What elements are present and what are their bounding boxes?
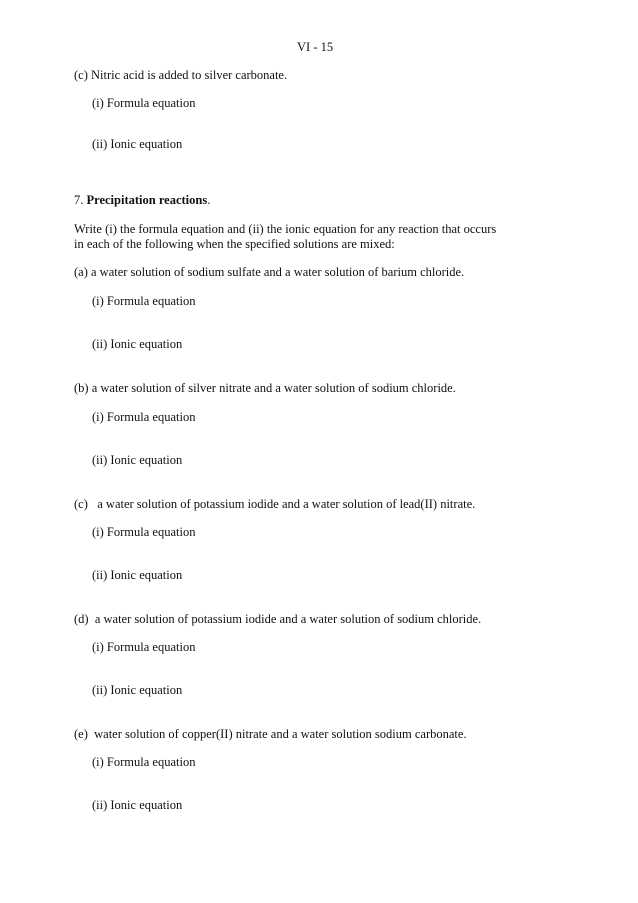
question-c: (c) a water solution of potassium iodide and a water solution of lead(II) nitrate. (74, 497, 476, 511)
question-d: (d) a water solution of potassium iodide and a water solution of sodium chloride. (74, 612, 482, 626)
question-e: (e) water solution of copper(II) nitrate and a water solution sodium carbonate. (74, 727, 467, 741)
ionic-equation-label: (ii) Ionic equation (92, 453, 183, 467)
instructions-line-1: Write (i) the formula equation and (ii) the ionic equation for any reaction that occurs (74, 222, 497, 236)
ionic-equation-label: (ii) Ionic equation (92, 683, 183, 697)
formula-equation-label: (i) Formula equation (92, 640, 196, 654)
page-number: VI - 15 (297, 40, 334, 54)
formula-equation-label: (i) Formula equation (92, 294, 196, 308)
section-number: 7. (74, 193, 84, 207)
ionic-equation-label: (ii) Ionic equation (92, 337, 183, 351)
section-7-heading (74, 193, 210, 208)
ionic-equation-label: (ii) Ionic equation (92, 568, 183, 582)
ionic-equation-label: (ii) Ionic equation (92, 798, 183, 812)
formula-equation-label: (i) Formula equation (92, 525, 196, 539)
question-a: (a) a water solution of sodium sulfate and a water solution of barium chloride. (74, 265, 465, 279)
ionic-equation-label: (ii) Ionic equation (92, 137, 183, 151)
formula-equation-label: (i) Formula equation (92, 755, 196, 769)
formula-equation-label: (i) Formula equation (92, 410, 196, 424)
formula-equation-label: (i) Formula equation (92, 96, 196, 110)
question-b: (b) a water solution of silver nitrate and a water solution of sodium chloride. (74, 381, 456, 395)
section-title: Precipitation reactions (86, 193, 208, 207)
instructions-line-2: in each of the following when the specified solutions are mixed: (74, 237, 395, 251)
section-title-period: . (207, 193, 211, 207)
question-c-nitric-acid: (c) Nitric acid is added to silver carbonate. (74, 68, 288, 82)
